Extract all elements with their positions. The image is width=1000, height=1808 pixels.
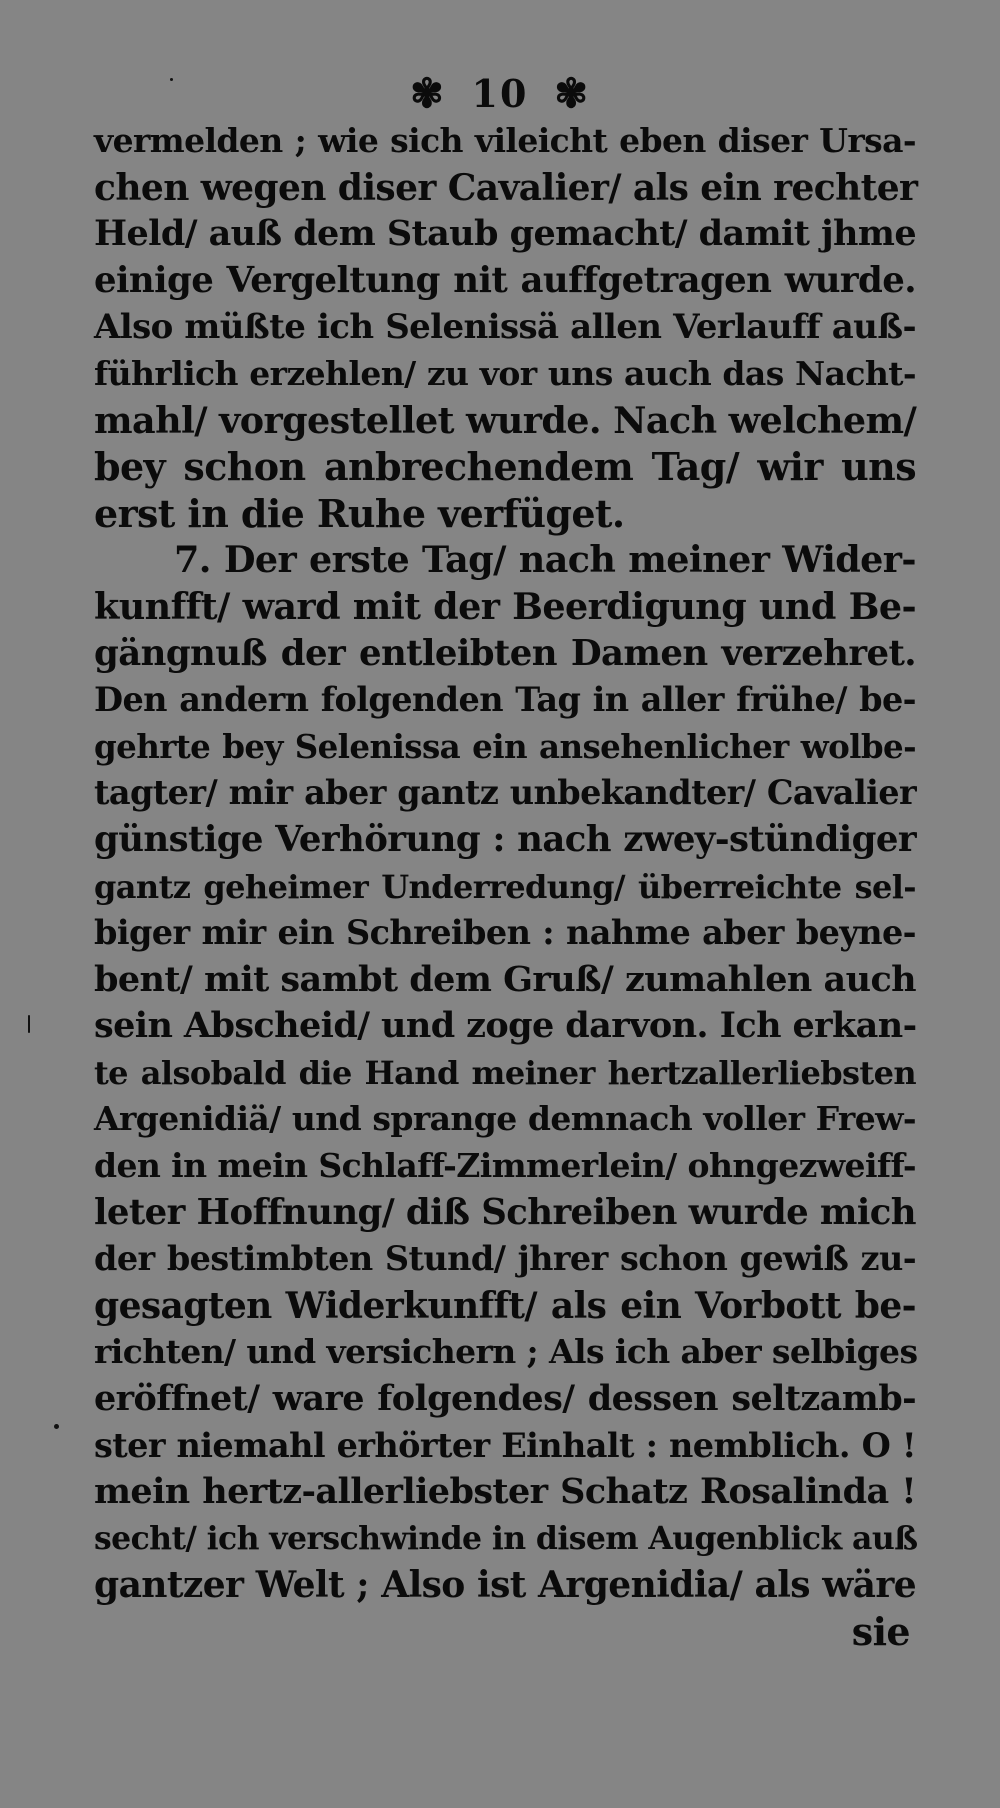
print-speck — [28, 1015, 30, 1033]
text-line: 7. Der erste Tag/ nach meiner Wider- — [174, 538, 916, 582]
text-line: mahl/ vorgestellet wurde. Nach welchem/ — [94, 398, 917, 442]
text-line: sein Abscheid/ und zoge darvon. Ich erkan- — [94, 1005, 917, 1047]
text-line: secht/ ich verschwinde in disem Augenblick auß — [94, 1519, 918, 1557]
text-line: bey schon anbrechendem Tag/ wir uns — [94, 444, 916, 490]
text-line: gehrte bey Selenissa ein ansehenlicher wolbe- — [94, 726, 916, 766]
text-line: eröffnet/ ware folgendes/ dessen seltzamb- — [94, 1378, 916, 1420]
text-line: leter Hoffnung/ diß Schreiben wurde mich — [94, 1191, 916, 1233]
page-header — [0, 66, 1000, 117]
text-line: tagter/ mir aber gantz unbekandter/ Cavalier — [94, 773, 916, 813]
text-line: den in mein Schlaff-Zimmerlein/ ohngezweiff- — [94, 1146, 916, 1186]
text-line: gantzer Welt ; Also ist Argenidia/ als wäre — [94, 1564, 916, 1607]
text-line: gängnuß der entleibten Damen verzehret. — [94, 632, 916, 674]
text-line: erst in die Ruhe verfüget. — [94, 490, 625, 536]
page-number: 10 — [471, 70, 529, 116]
text-line: kunfft/ ward mit der Beerdigung und Be- — [94, 584, 916, 628]
text-line: chen wegen diser Cavalier/ als ein rechter — [94, 166, 918, 209]
text-line: richten/ und versichern ; Als ich aber selbiges — [94, 1332, 918, 1372]
print-speck — [170, 78, 173, 81]
text-line: Den andern folgenden Tag in aller frühe/ be- — [94, 680, 916, 720]
text-line: Held/ auß dem Staub gemacht/ damit jhme — [94, 213, 916, 255]
text-line: günstige Verhörung : nach zwey-stündiger — [94, 818, 916, 860]
text-line: einige Vergeltung nit auffgetragen wurde. — [94, 259, 916, 301]
text-line: Also müßte ich Selenissä allen Verlauff auß- — [94, 307, 916, 348]
text-line: biger mir ein Schreiben : nahme aber beyne- — [94, 913, 916, 953]
text-line: führlich erzehlen/ zu vor uns auch das Nacht- — [94, 353, 916, 393]
text-line: Argenidiä/ und sprange demnach voller Frew- — [94, 1099, 916, 1139]
text-line: gesagten Widerkunfft/ als ein Vorbott be- — [94, 1284, 916, 1327]
text-line: mein hertz-allerliebster Schatz Rosalinda ! — [94, 1471, 916, 1513]
text-line: sie — [851, 1609, 910, 1654]
text-line: gantz geheimer Underredung/ überreichte sel- — [94, 867, 916, 906]
ornament-right-icon: ✾ — [554, 69, 590, 117]
ornament-left-icon: ✾ — [410, 69, 446, 117]
text-line: vermelden ; wie sich vileicht eben diser Ursa- — [94, 121, 916, 160]
body-text — [94, 118, 916, 1656]
text-line: bent/ mit sambt dem Gruß/ zumahlen auch — [94, 958, 916, 1000]
text-line: ster niemahl erhörter Einhalt : nemblich. O ! — [94, 1425, 916, 1465]
text-line: te alsobald die Hand meiner hertzallerliebsten — [94, 1053, 916, 1092]
text-line: der bestimbten Stund/ jhrer schon gewiß zu- — [94, 1239, 916, 1279]
print-speck — [54, 1424, 59, 1429]
